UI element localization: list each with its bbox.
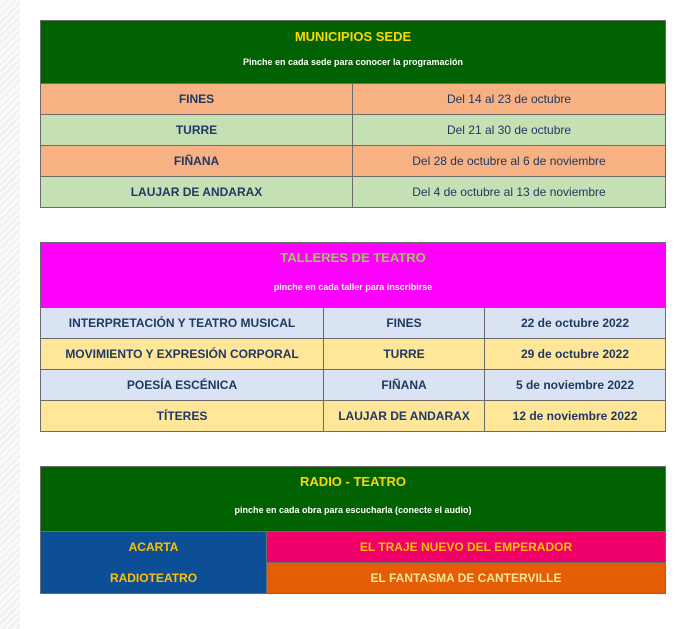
sede-row-laujar[interactable] xyxy=(41,177,666,208)
acarta-label: ACARTA xyxy=(41,532,267,563)
taller-name[interactable]: INTERPRETACIÓN Y TEATRO MUSICAL xyxy=(41,308,324,339)
sede-name[interactable]: LAUJAR DE ANDARAX xyxy=(41,177,353,208)
talleres-header xyxy=(41,243,666,308)
taller-row[interactable] xyxy=(41,401,666,432)
talleres-table xyxy=(40,242,666,432)
sede-row-finana[interactable] xyxy=(41,146,666,177)
sede-dates: Del 21 al 30 de octubre xyxy=(353,115,666,146)
radio-subtitle: pinche en cada obra para escucharla (conecte el audio) xyxy=(234,505,472,515)
sede-row-turre[interactable] xyxy=(41,115,666,146)
taller-name[interactable]: TÍTERES xyxy=(41,401,324,432)
taller-fecha: 12 de noviembre 2022 xyxy=(485,401,666,432)
taller-row[interactable] xyxy=(41,339,666,370)
obra-traje-nuevo-link[interactable]: EL TRAJE NUEVO DEL EMPERADOR xyxy=(267,532,666,563)
taller-sede: TURRE xyxy=(324,339,485,370)
municipios-title: MUNICIPIOS SEDE xyxy=(294,29,412,44)
radioteatro-label: RADIOTEATRO xyxy=(41,563,267,594)
sede-row-fines[interactable] xyxy=(41,84,666,115)
taller-sede: FINES xyxy=(324,308,485,339)
sede-name[interactable]: FIÑANA xyxy=(41,146,353,177)
taller-sede: LAUJAR DE ANDARAX xyxy=(324,401,485,432)
municipios-sede-table xyxy=(40,20,666,208)
taller-fecha: 5 de noviembre 2022 xyxy=(485,370,666,401)
taller-sede: FIÑANA xyxy=(324,370,485,401)
radio-header xyxy=(41,467,666,532)
sede-dates: Del 28 de octubre al 6 de noviembre xyxy=(353,146,666,177)
taller-row[interactable] xyxy=(41,308,666,339)
left-decorative-strip xyxy=(0,0,20,629)
taller-name[interactable]: MOVIMIENTO Y EXPRESIÓN CORPORAL xyxy=(41,339,324,370)
talleres-title: TALLERES DE TEATRO xyxy=(280,250,426,265)
talleres-subtitle: pinche en cada taller para inscribirse xyxy=(273,282,433,292)
radio-title: RADIO - TEATRO xyxy=(300,474,406,489)
municipios-header xyxy=(41,21,666,84)
taller-fecha: 22 de octubre 2022 xyxy=(485,308,666,339)
obra-fantasma-link[interactable]: EL FANTASMA DE CANTERVILLE xyxy=(267,563,666,594)
taller-fecha: 29 de octubre 2022 xyxy=(485,339,666,370)
taller-name[interactable]: POESÍA ESCÉNICA xyxy=(41,370,324,401)
sede-dates: Del 4 de octubre al 13 de noviembre xyxy=(353,177,666,208)
radio-teatro-table xyxy=(40,466,666,594)
municipios-subtitle: Pinche en cada sede para conocer la programación xyxy=(242,57,464,67)
sede-name[interactable]: FINES xyxy=(41,84,353,115)
sede-dates: Del 14 al 23 de octubre xyxy=(353,84,666,115)
sede-name[interactable]: TURRE xyxy=(41,115,353,146)
taller-row[interactable] xyxy=(41,370,666,401)
